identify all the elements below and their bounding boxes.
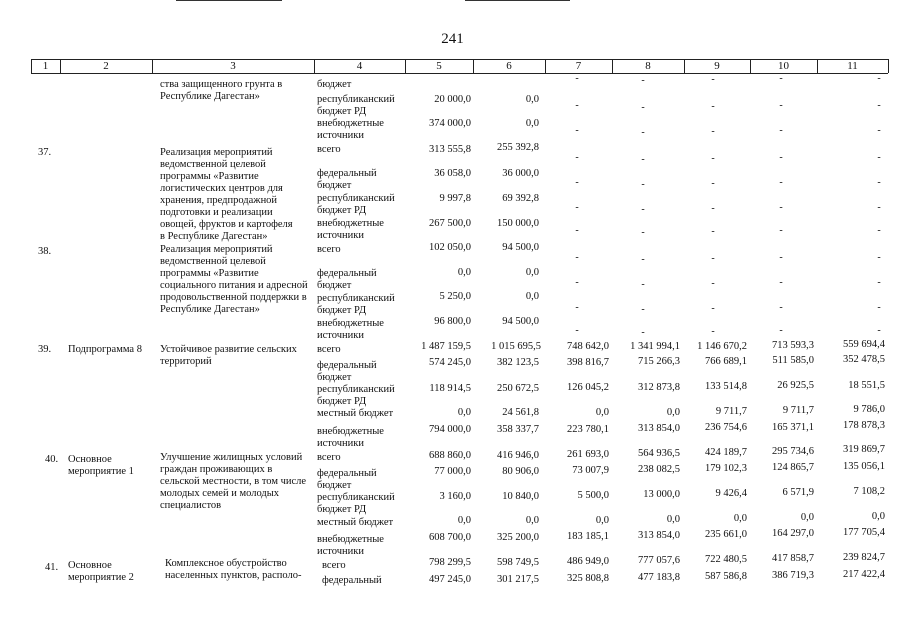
- value-cell: 235 661,0: [705, 529, 747, 540]
- empty-cell-dash: -: [711, 178, 715, 189]
- empty-cell-dash: -: [575, 73, 579, 84]
- value-cell: 1 015 695,5: [491, 341, 541, 352]
- value-cell: 0,0: [457, 515, 471, 526]
- value-cell: 150 000,0: [497, 218, 539, 229]
- value-cell: 497 245,0: [429, 574, 471, 585]
- value-cell: 5 500,0: [577, 490, 609, 501]
- scan-edge-line: [176, 0, 282, 1]
- empty-cell-dash: -: [711, 153, 715, 164]
- header-col-10: 10: [778, 60, 789, 72]
- empty-cell-dash: -: [641, 75, 645, 86]
- value-cell: 6 571,9: [782, 487, 814, 498]
- value-cell: 0,0: [525, 515, 539, 526]
- empty-cell-dash: -: [877, 73, 881, 84]
- empty-cell-dash: -: [779, 202, 783, 213]
- empty-cell-dash: -: [641, 204, 645, 215]
- value-cell: 94 500,0: [502, 242, 539, 253]
- value-cell: 352 478,5: [843, 354, 885, 365]
- value-cell: 0,0: [733, 513, 747, 524]
- value-cell: 80 906,0: [502, 466, 539, 477]
- value-cell: 722 480,5: [705, 554, 747, 565]
- value-cell: 239 824,7: [843, 552, 885, 563]
- value-cell: 5 250,0: [439, 291, 471, 302]
- empty-cell-dash: -: [779, 252, 783, 263]
- row-program: Основное мероприятие 1: [68, 454, 134, 477]
- value-cell: 587 586,8: [705, 571, 747, 582]
- funding-source: республиканский бюджет РД: [317, 94, 395, 117]
- row-number: 41.: [45, 562, 59, 573]
- value-cell: 7 108,2: [853, 486, 885, 497]
- empty-cell-dash: -: [711, 303, 715, 314]
- empty-cell-dash: -: [779, 100, 783, 111]
- value-cell: 798 299,5: [429, 557, 471, 568]
- row-number: 38.: [38, 246, 52, 257]
- empty-cell-dash: -: [877, 325, 881, 336]
- funding-source: внебюджетные источники: [317, 318, 384, 341]
- row-description: Реализация мероприятий ведомственной целевой программы «Развитие социального питания и адресной продовольственной поддержки в Республике Дагестан»: [160, 244, 308, 315]
- empty-cell-dash: -: [779, 73, 783, 84]
- header-col-2: 2: [103, 60, 109, 72]
- empty-cell-dash: -: [641, 127, 645, 138]
- empty-cell-dash: -: [711, 326, 715, 337]
- value-cell: 424 189,7: [705, 447, 747, 458]
- row-number: 39.: [38, 344, 52, 355]
- value-cell: 574 245,0: [429, 357, 471, 368]
- value-cell: 217 422,4: [843, 569, 885, 580]
- value-cell: 486 949,0: [567, 556, 609, 567]
- row-description: Улучшение жилищных условий граждан проживающих в сельской местности, в том числе молодых семей и молодых специалистов: [160, 452, 307, 511]
- value-cell: 319 869,7: [843, 444, 885, 455]
- value-cell: 36 000,0: [502, 168, 539, 179]
- value-cell: 165 371,1: [772, 422, 814, 433]
- funding-source: всего: [317, 244, 341, 255]
- empty-cell-dash: -: [779, 325, 783, 336]
- funding-source: всего: [317, 144, 341, 155]
- value-cell: 126 045,2: [567, 382, 609, 393]
- value-cell: 255 392,8: [497, 142, 539, 153]
- empty-cell-dash: -: [641, 227, 645, 238]
- value-cell: 9 711,7: [715, 406, 747, 417]
- value-cell: 313 854,0: [638, 423, 680, 434]
- empty-cell-dash: -: [711, 203, 715, 214]
- page-number: 241: [441, 31, 464, 47]
- value-cell: 598 749,5: [497, 557, 539, 568]
- value-cell: 0,0: [525, 118, 539, 129]
- funding-source: всего: [317, 344, 341, 355]
- row-program: Подпрограмма 8: [68, 344, 142, 355]
- value-cell: 26 925,5: [777, 380, 814, 391]
- value-cell: 178 878,3: [843, 420, 885, 431]
- empty-cell-dash: -: [711, 253, 715, 264]
- value-cell: 559 694,4: [843, 339, 885, 350]
- value-cell: 3 160,0: [439, 491, 471, 502]
- row-description: Реализация мероприятий ведомственной целевой программы «Развитие логистических центров для хранения, предпродажной подготовки и реализации овощей, фруктов и картофеля в Республике Дагестан»: [160, 147, 293, 242]
- funding-source: внебюджетные источники: [317, 534, 384, 557]
- value-cell: 382 123,5: [497, 357, 539, 368]
- empty-cell-dash: -: [575, 125, 579, 136]
- header-col-7: 7: [575, 60, 582, 72]
- empty-cell-dash: -: [779, 225, 783, 236]
- empty-cell-dash: -: [575, 302, 579, 313]
- value-cell: 36 058,0: [434, 168, 471, 179]
- value-cell: 0,0: [800, 512, 814, 523]
- empty-cell-dash: -: [575, 100, 579, 111]
- value-cell: 0,0: [525, 267, 539, 278]
- funding-source: федеральный: [322, 575, 382, 586]
- header-col-1: 1: [42, 60, 49, 72]
- value-cell: 715 266,3: [638, 356, 680, 367]
- funding-source: федеральный бюджет: [317, 268, 377, 291]
- empty-cell-dash: -: [877, 277, 881, 288]
- value-cell: 164 297,0: [772, 528, 814, 539]
- row-description: Устойчивое развитие сельских территорий: [160, 344, 297, 367]
- empty-cell-dash: -: [641, 279, 645, 290]
- value-cell: 24 561,8: [502, 407, 539, 418]
- header-col-3: 3: [230, 60, 236, 72]
- value-cell: 261 693,0: [567, 449, 609, 460]
- value-cell: 386 719,3: [772, 570, 814, 581]
- value-cell: 0,0: [525, 291, 539, 302]
- value-cell: 9 711,7: [782, 405, 814, 416]
- value-cell: 1 341 994,1: [630, 341, 680, 352]
- value-cell: 236 754,6: [705, 422, 747, 433]
- funding-source: федеральный бюджет: [317, 168, 377, 191]
- value-cell: 94 500,0: [502, 316, 539, 327]
- empty-cell-dash: -: [877, 125, 881, 136]
- value-cell: 238 082,5: [638, 464, 680, 475]
- value-cell: 73 007,9: [572, 465, 609, 476]
- value-cell: 777 057,6: [638, 555, 680, 566]
- value-cell: 96 800,0: [434, 316, 471, 327]
- value-cell: 0,0: [595, 407, 609, 418]
- value-cell: 0,0: [666, 514, 680, 525]
- empty-cell-dash: -: [877, 302, 881, 313]
- empty-cell-dash: -: [575, 277, 579, 288]
- funding-source: местный бюджет: [317, 408, 394, 419]
- empty-cell-dash: -: [575, 325, 579, 336]
- funding-source: республиканский бюджет РД: [317, 492, 395, 515]
- value-cell: 20 000,0: [434, 94, 471, 105]
- header-col-5: 5: [436, 60, 442, 72]
- empty-cell-dash: -: [877, 202, 881, 213]
- empty-cell-dash: -: [877, 152, 881, 163]
- value-cell: 69 392,8: [502, 193, 539, 204]
- value-cell: 325 200,0: [497, 532, 539, 543]
- empty-cell-dash: -: [711, 74, 715, 85]
- row-description: ства защищенного грунта в Республике Дагестан»: [160, 79, 283, 102]
- row-description: Комплексное обустройство населенных пунктов, располо-: [165, 558, 302, 581]
- value-cell: 223 780,1: [567, 424, 609, 435]
- empty-cell-dash: -: [711, 101, 715, 112]
- header-col-8: 8: [645, 60, 651, 72]
- value-cell: 1 146 670,2: [697, 341, 747, 352]
- empty-cell-dash: -: [641, 154, 645, 165]
- value-cell: 0,0: [525, 94, 539, 105]
- empty-cell-dash: -: [779, 177, 783, 188]
- value-cell: 794 000,0: [429, 424, 471, 435]
- empty-cell-dash: -: [779, 152, 783, 163]
- value-cell: 9 426,4: [715, 488, 747, 499]
- value-cell: 250 672,5: [497, 383, 539, 394]
- value-cell: 416 946,0: [497, 450, 539, 461]
- value-cell: 564 936,5: [638, 448, 680, 459]
- funding-source: местный бюджет: [317, 517, 394, 528]
- empty-cell-dash: -: [575, 152, 579, 163]
- row-number: 40.: [45, 454, 59, 465]
- empty-cell-dash: -: [877, 100, 881, 111]
- value-cell: 10 840,0: [502, 491, 539, 502]
- row-program: Основное мероприятие 2: [68, 560, 134, 583]
- empty-cell-dash: -: [711, 278, 715, 289]
- value-cell: 0,0: [871, 511, 885, 522]
- value-cell: 267 500,0: [429, 218, 471, 229]
- value-cell: 301 217,5: [497, 574, 539, 585]
- value-cell: 417 858,7: [772, 553, 814, 564]
- value-cell: 18 551,5: [848, 380, 885, 391]
- value-cell: 124 865,7: [772, 462, 814, 473]
- scan-edge-line: [465, 0, 570, 1]
- funding-source: республиканский бюджет РД: [317, 193, 395, 216]
- value-cell: 398 816,7: [567, 357, 609, 368]
- value-cell: 118 914,5: [429, 383, 471, 394]
- empty-cell-dash: -: [641, 179, 645, 190]
- empty-cell-dash: -: [779, 125, 783, 136]
- value-cell: 135 056,1: [843, 461, 885, 472]
- funding-source: внебюджетные источники: [317, 426, 384, 449]
- empty-cell-dash: -: [877, 225, 881, 236]
- empty-cell-dash: -: [575, 177, 579, 188]
- value-cell: 0,0: [457, 407, 471, 418]
- value-cell: 312 873,8: [638, 382, 680, 393]
- funding-source: всего: [317, 452, 341, 463]
- value-cell: 0,0: [457, 267, 471, 278]
- value-cell: 102 050,0: [429, 242, 471, 253]
- empty-cell-dash: -: [877, 177, 881, 188]
- value-cell: 183 185,1: [567, 531, 609, 542]
- value-cell: 713 593,3: [772, 340, 814, 351]
- value-cell: 0,0: [595, 515, 609, 526]
- value-cell: 325 808,8: [567, 573, 609, 584]
- empty-cell-dash: -: [575, 202, 579, 213]
- value-cell: 179 102,3: [705, 463, 747, 474]
- value-cell: 766 689,1: [705, 356, 747, 367]
- value-cell: 511 585,0: [772, 355, 814, 366]
- value-cell: 9 786,0: [853, 404, 885, 415]
- value-cell: 133 514,8: [705, 381, 747, 392]
- funding-source: республиканский бюджет РД: [317, 293, 395, 316]
- header-col-4: 4: [356, 60, 363, 72]
- value-cell: 477 183,8: [638, 572, 680, 583]
- funding-source: всего: [322, 560, 346, 571]
- empty-cell-dash: -: [575, 225, 579, 236]
- value-cell: 1 487 159,5: [421, 341, 471, 352]
- value-cell: 688 860,0: [429, 450, 471, 461]
- header-col-9: 9: [714, 60, 720, 72]
- value-cell: 13 000,0: [643, 489, 680, 500]
- empty-cell-dash: -: [711, 126, 715, 137]
- header-col-6: 6: [506, 60, 512, 72]
- value-cell: 313 854,0: [638, 530, 680, 541]
- value-cell: 608 700,0: [429, 532, 471, 543]
- funding-source: внебюджетные источники: [317, 218, 384, 241]
- empty-cell-dash: -: [641, 102, 645, 113]
- empty-cell-dash: -: [877, 252, 881, 263]
- funding-source: внебюджетные источники: [317, 118, 384, 141]
- funding-source: федеральный бюджет: [317, 468, 377, 491]
- value-cell: 374 000,0: [429, 118, 471, 129]
- header-col-11: 11: [847, 60, 858, 72]
- value-cell: 313 555,8: [429, 144, 471, 155]
- funding-source: республиканский бюджет РД: [317, 384, 395, 407]
- empty-cell-dash: -: [779, 302, 783, 313]
- value-cell: 748 642,0: [567, 341, 609, 352]
- empty-cell-dash: -: [641, 304, 645, 315]
- value-cell: 177 705,4: [843, 527, 885, 538]
- value-cell: 0,0: [666, 407, 680, 418]
- empty-cell-dash: -: [641, 327, 645, 338]
- value-cell: 9 997,8: [439, 193, 471, 204]
- value-cell: 358 337,7: [497, 424, 539, 435]
- empty-cell-dash: -: [641, 254, 645, 265]
- empty-cell-dash: -: [575, 252, 579, 263]
- funding-source: бюджет: [317, 79, 352, 90]
- value-cell: 77 000,0: [434, 466, 471, 477]
- empty-cell-dash: -: [711, 226, 715, 237]
- funding-source: федеральный бюджет: [317, 360, 377, 383]
- empty-cell-dash: -: [779, 277, 783, 288]
- row-number: 37.: [38, 147, 52, 158]
- value-cell: 295 734,6: [772, 446, 814, 457]
